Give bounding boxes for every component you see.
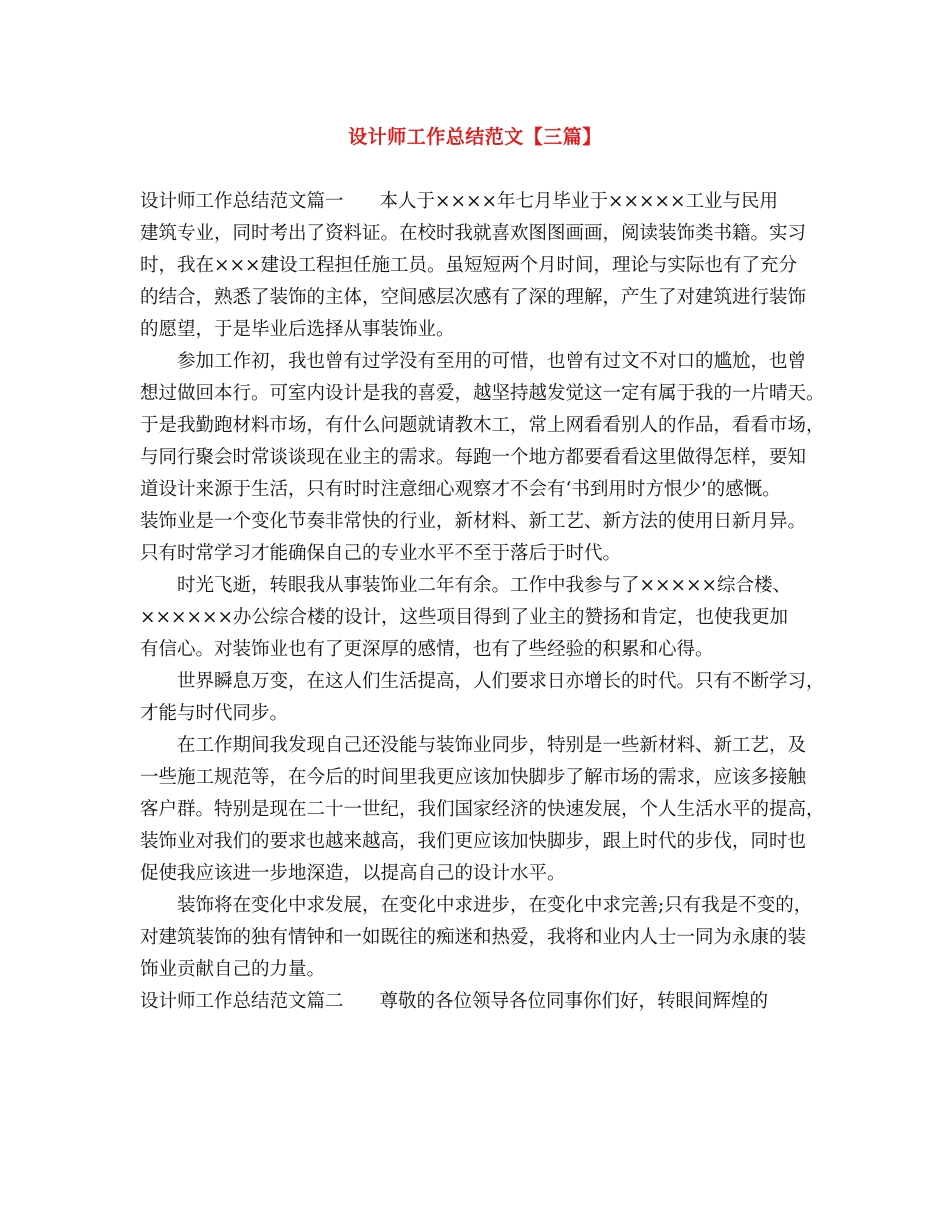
line-text: 一些施工规范等，在今后的时间里我更应该加快脚步了解市场的需求，应该多接触 [140,767,807,788]
line-text: 建筑专业，同时考出了资料证。在校时我就喜欢图图画画，阅读装饰类书籍。实习 [140,223,807,244]
text-line [140,986,820,1018]
document-body [140,186,825,1018]
line-text: 装饰业是一个变化节奏非常快的行业，新材料、新工艺、新方法的使用日新月异。 [140,511,807,532]
line-text: 才能与时代同步。 [140,703,289,724]
line-text: 的结合，熟悉了装饰的主体，空间感层次感有了深的理解，产生了对建筑进行装饰 [140,287,807,308]
line-text: 参加工作初，我也曾有过学没有至用的可惜，也曾有过文不对口的尴尬，也曾 [177,351,807,372]
line-text: 对建筑装饰的独有情钟和一如既往的痴迷和热爱，我将和业内人士一同为永康的装 [140,927,807,948]
line-text: 于是我勤跑材料市场，有什么问题就请教木工，常上网看看别人的作品，看看市场， [140,415,825,436]
text-line [140,410,825,442]
text-line [140,890,820,922]
line-text: 只有时常学习才能确保自己的专业水平不至于落后于时代。 [140,543,622,564]
line-text: 在工作期间我发现自己还没能与装饰业同步，特别是一些新材料、新工艺，及 [177,735,807,756]
line-text: 饰业贡献自己的力量。 [140,959,326,980]
line-text: 时光飞逝，转眼我从事装饰业二年有余。工作中我参与了×××××综合楼、 [177,575,792,596]
line-text: 尊敬的各位领导各位同事你们好，转眼间辉煌的 [379,991,769,1012]
text-line [140,666,825,698]
line-text: 本人于××××年七月毕业于×××××工业与民用 [379,191,779,212]
text-line [140,218,820,250]
line-text: 装饰将在变化中求发展，在变化中求进步，在变化中求完善;只有我是不变的， [177,895,813,916]
text-line [140,954,820,986]
text-line [140,506,820,538]
text-line [140,314,820,346]
line-text: 世界瞬息万变，在这人们生活提高，人们要求日亦增长的时代。只有不断学习， [177,671,825,692]
line-text: 与同行聚会时常谈谈现在业主的需求。每跑一个地方都要看看这里做得怎样，要知 [140,447,807,468]
text-line [140,922,820,954]
text-line [140,602,820,634]
line-text: 有信心。对装饰业也有了更深厚的感情，也有了些经验的积累和心得。 [140,639,714,660]
text-line [140,794,825,826]
text-line [140,186,820,218]
line-text: 的愿望，于是毕业后选择从事装饰业。 [140,319,455,340]
text-line [140,282,820,314]
section-heading: 设计师工作总结范文篇二 [140,991,344,1012]
text-line [140,346,820,378]
line-text: 时，我在×××建设工程担任施工员。虽短短两个月时间，理论与实际也有了充分 [140,255,798,276]
text-line [140,250,820,282]
text-line [140,698,820,730]
text-line [140,570,820,602]
text-line [140,826,820,858]
text-line [140,474,820,506]
text-line [140,442,820,474]
text-line [140,378,825,410]
text-line [140,762,820,794]
line-text: 客户群。特别是现在二十一世纪，我们国家经济的快速发展，个人生活水平的提高， [140,799,825,820]
line-text: 装饰业对我们的要求也越来越高，我们更应该加快脚步，跟上时代的步伐，同时也 [140,831,807,852]
document-title: 设计师工作总结范文【三篇】 [348,126,602,148]
line-text: 道设计来源于生活，只有时时注意细心观察才不会有‘书到用时方恨少’的感慨。 [140,479,781,500]
line-text: 促使我应该进一步地深造，以提高自己的设计水平。 [140,863,566,884]
line-text: 想过做回本行。可室内设计是我的喜爱，越坚持越发觉这一定有属于我的一片晴天。 [140,383,825,404]
section-heading: 设计师工作总结范文篇一 [140,191,344,212]
text-line [140,634,820,666]
text-line [140,858,820,890]
text-line [140,538,820,570]
line-text: ××××××办公综合楼的设计，这些项目得到了业主的赞扬和肯定，也使我更加 [140,607,789,628]
text-line [140,730,820,762]
